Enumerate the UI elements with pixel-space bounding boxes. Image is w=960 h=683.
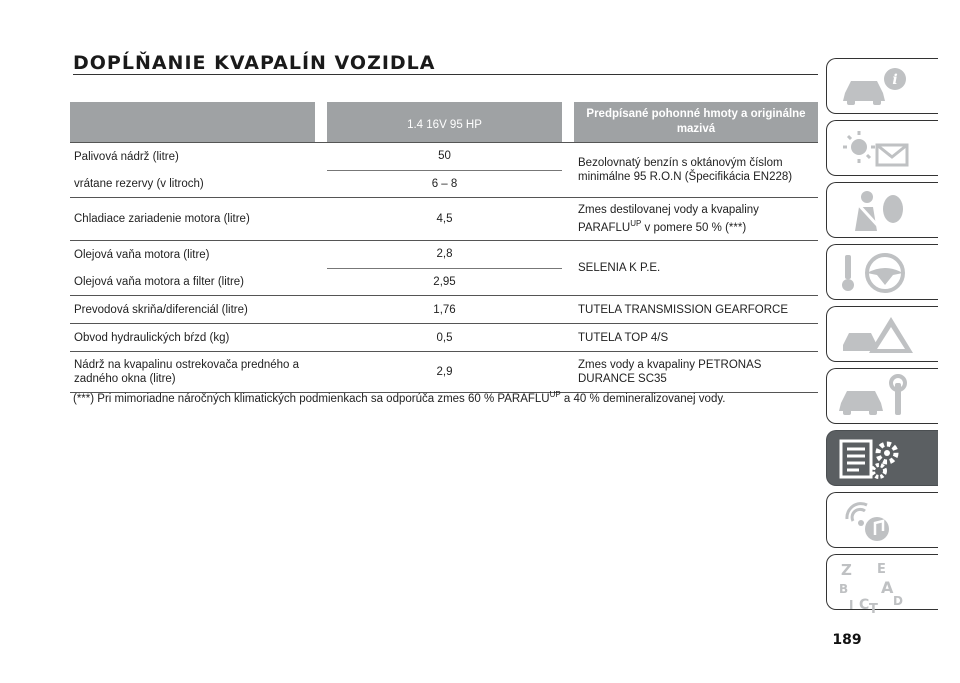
fluid-spec-washer: Zmes vody a kvapaliny PETRONAS DURANCE SC35 (574, 352, 818, 393)
row-value: 1,76 (327, 296, 562, 324)
multimedia-icon (837, 497, 917, 545)
chapter-tab[interactable] (826, 492, 938, 548)
svg-text:i: i (892, 72, 898, 88)
svg-text:E: E (877, 562, 886, 577)
car-info-icon (837, 63, 917, 111)
fluid-spec-transmission: TUTELA TRANSMISSION GEARFORCE (574, 296, 818, 324)
table-row (70, 324, 818, 352)
chapter-tab[interactable] (826, 182, 938, 238)
key-steering-wheel-icon (837, 249, 917, 297)
row-value: 2,95 (327, 268, 562, 296)
footnote: (***) Pri mimoriadne náročných klimatických podmienkach sa odporúča zmes 60 % $PARAFLU^{UP}$ a 40 % demineralizovanej vody. (73, 390, 726, 405)
page-number: 189 (832, 632, 862, 648)
svg-text:D: D (893, 594, 903, 608)
chapter-tab[interactable] (826, 244, 938, 300)
row-label: Obvod hydraulických bŕzd (kg) (70, 324, 315, 352)
header-fuel: Predpísané pohonné hmoty a originálne mazivá (574, 102, 818, 143)
row-label: Prevodová skriňa/diferenciál (litre) (70, 296, 315, 324)
row-value: 2,8 (327, 241, 562, 269)
chapter-tab[interactable] (826, 120, 938, 176)
fluid-spec-brake: TUTELA TOP 4/S (574, 324, 818, 352)
row-value: 0,5 (327, 324, 562, 352)
table-row (70, 143, 818, 171)
page-title: DOPĹŇANIE KVAPALÍN VOZIDLA (73, 52, 436, 74)
fluid-spec-fuel: Bezolovnatý benzín s oktánovým číslom minimálne 95 R.O.N (Špecifikácia EN228) (574, 143, 818, 198)
row-value: 6 – 8 (327, 170, 562, 198)
chapter-tab[interactable] (826, 554, 938, 615)
title-divider (73, 74, 818, 75)
row-label: Nádrž na kvapalinu ostrekovača predného a zadného okna (litre) (70, 352, 315, 393)
row-value: 4,5 (327, 198, 562, 241)
svg-text:A: A (881, 578, 894, 597)
chapter-tab-active[interactable] (826, 430, 938, 486)
row-label: Palivová nádrž (litre) (70, 143, 315, 171)
fluid-capacity-table (70, 102, 818, 393)
chapter-tab[interactable] (826, 306, 938, 362)
car-maintenance-icon (837, 373, 917, 421)
fluid-spec-coolant: Zmes destilovanej vody a kvapaliny $PARAFLU^{UP}$ v pomere 50 % (***) (574, 198, 818, 241)
table-row (70, 296, 818, 324)
row-label: vrátane rezervy (v litroch) (70, 170, 315, 198)
header-engine: 1.4 16V 95 HP (327, 102, 562, 143)
warning-lights-icon (837, 125, 917, 173)
row-label: Olejová vaňa motora a filter (litre) (70, 268, 315, 296)
table-header (70, 102, 818, 143)
svg-text:I: I (849, 598, 854, 612)
chapter-tab[interactable] (826, 368, 938, 424)
svg-text:C: C (859, 597, 870, 613)
svg-text:Z: Z (841, 561, 852, 579)
airbag-seatbelt-icon (837, 187, 917, 235)
svg-text:T: T (869, 602, 878, 615)
fluid-spec-engine-oil: SELENIA K P.E. (574, 241, 818, 296)
table-row (70, 241, 818, 269)
row-label: Olejová vaňa motora (litre) (74, 248, 210, 261)
row-value: 50 (327, 143, 562, 171)
header-label-cell (70, 102, 315, 143)
breakdown-triangle-icon (837, 311, 917, 359)
svg-text:B: B (839, 582, 849, 596)
chapter-tab[interactable] (826, 58, 938, 114)
row-label: Chladiace zariadenie motora (litre) (70, 198, 315, 241)
index-icon (837, 559, 917, 615)
table-row (70, 198, 818, 241)
row-value: 2,9 (327, 352, 562, 393)
table-row (70, 352, 818, 393)
technical-data-icon (837, 435, 917, 483)
